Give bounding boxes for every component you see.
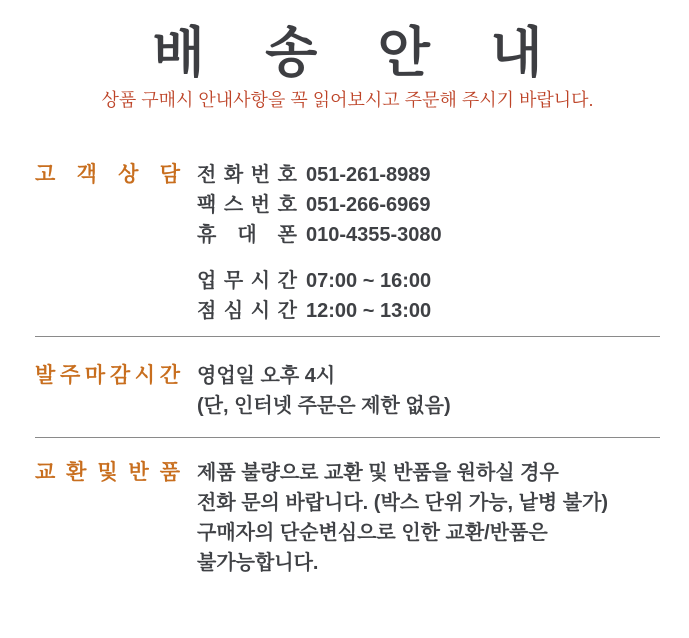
exchange-line: 불가능합니다. bbox=[197, 552, 319, 574]
lunch-hours: 12:00 ~ 13:00 bbox=[306, 300, 432, 322]
fax-number: 051-266-6969 bbox=[306, 194, 431, 216]
hours-label: 업 무 시 간 bbox=[197, 270, 297, 292]
exchange-line: 제품 불량으로 교환 및 반품을 원하실 경우 bbox=[197, 462, 559, 484]
phone-number: 051-261-8989 bbox=[306, 164, 431, 186]
exchange-line: 구매자의 단순변심으로 인한 교환/반품은 bbox=[197, 522, 548, 544]
contact-label: 휴 대 폰 bbox=[197, 224, 297, 246]
customer-service-body bbox=[197, 160, 660, 326]
contact-label: 전 화 번 호 bbox=[197, 164, 297, 186]
exchange-return-body bbox=[197, 458, 660, 578]
section-label-order-deadline: 발 주 마 감 시 간 bbox=[35, 364, 180, 387]
divider bbox=[35, 336, 660, 337]
order-deadline-body bbox=[197, 361, 660, 421]
page-subtitle: 상품 구매시 안내사항을 꼭 읽어보시고 주문해 주시기 바랍니다. bbox=[101, 90, 594, 110]
deadline-line: 영업일 오후 4시 bbox=[197, 365, 336, 387]
deadline-note: (단, 인터넷 주문은 제한 없음) bbox=[197, 395, 451, 417]
hours-row-lunch bbox=[197, 296, 660, 326]
section-label-customer-service: 고 객 상 담 bbox=[35, 163, 180, 186]
spacer bbox=[197, 250, 660, 266]
contact-row-fax bbox=[197, 190, 660, 220]
section-order-deadline bbox=[35, 361, 660, 421]
hours-row-business bbox=[197, 266, 660, 296]
page-title: 배 송 안 내 bbox=[152, 23, 543, 83]
contact-label: 팩 스 번 호 bbox=[197, 194, 297, 216]
divider bbox=[35, 437, 660, 438]
section-customer-service bbox=[35, 160, 660, 326]
contact-row-phone bbox=[197, 160, 660, 190]
section-exchange-return bbox=[35, 458, 660, 578]
hours-label: 점 심 시 간 bbox=[197, 300, 297, 322]
contact-row-mobile bbox=[197, 220, 660, 250]
mobile-number: 010-4355-3080 bbox=[306, 224, 442, 246]
business-hours: 07:00 ~ 16:00 bbox=[306, 270, 432, 292]
section-label-exchange-return: 교 환 및 반 품 bbox=[35, 461, 180, 484]
exchange-line: 전화 문의 바랍니다. (박스 단위 가능, 낱병 불가) bbox=[197, 492, 609, 514]
